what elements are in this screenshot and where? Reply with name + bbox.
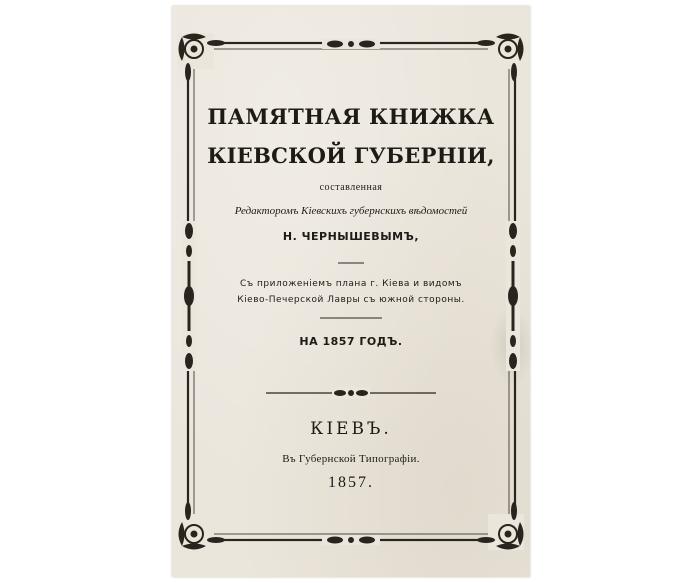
top-ornament — [322, 39, 380, 49]
appendix-line-1: Съ приложеніемъ плана г. Кіева и видомъ — [240, 279, 462, 289]
title-page — [172, 6, 530, 577]
corner-ornament-top-left — [178, 33, 225, 81]
corner-ornament-bottom-right — [477, 502, 524, 550]
corner-ornament-top-right — [477, 33, 524, 81]
appendix-line-2: Кіево-Печерской Лавры съ южной стороны. — [237, 295, 465, 305]
editor-line: Редакторомъ Кіевскихъ губернскихъ вѣдомостей — [234, 205, 468, 217]
separator-ornament — [266, 387, 436, 399]
corner-ornament-bottom-left — [178, 502, 225, 550]
bottom-ornament — [322, 535, 380, 545]
imprint-press: Въ Губернской Типографіи. — [282, 453, 420, 465]
edition-year: НА 1857 ГОДЪ. — [299, 335, 403, 348]
imprint-city: КІЕВЪ. — [310, 419, 392, 439]
compiled-by: составленная — [319, 182, 383, 193]
author-name: Н. ЧЕРНЫШЕВЫМЪ, — [282, 230, 420, 243]
title-line-2: КІЕВСКОЙ ГУБЕРНІИ, — [207, 143, 495, 168]
title-line-1: ПАМЯТНАЯ КНИЖКА — [207, 104, 495, 129]
imprint-year: 1857. — [328, 474, 374, 491]
